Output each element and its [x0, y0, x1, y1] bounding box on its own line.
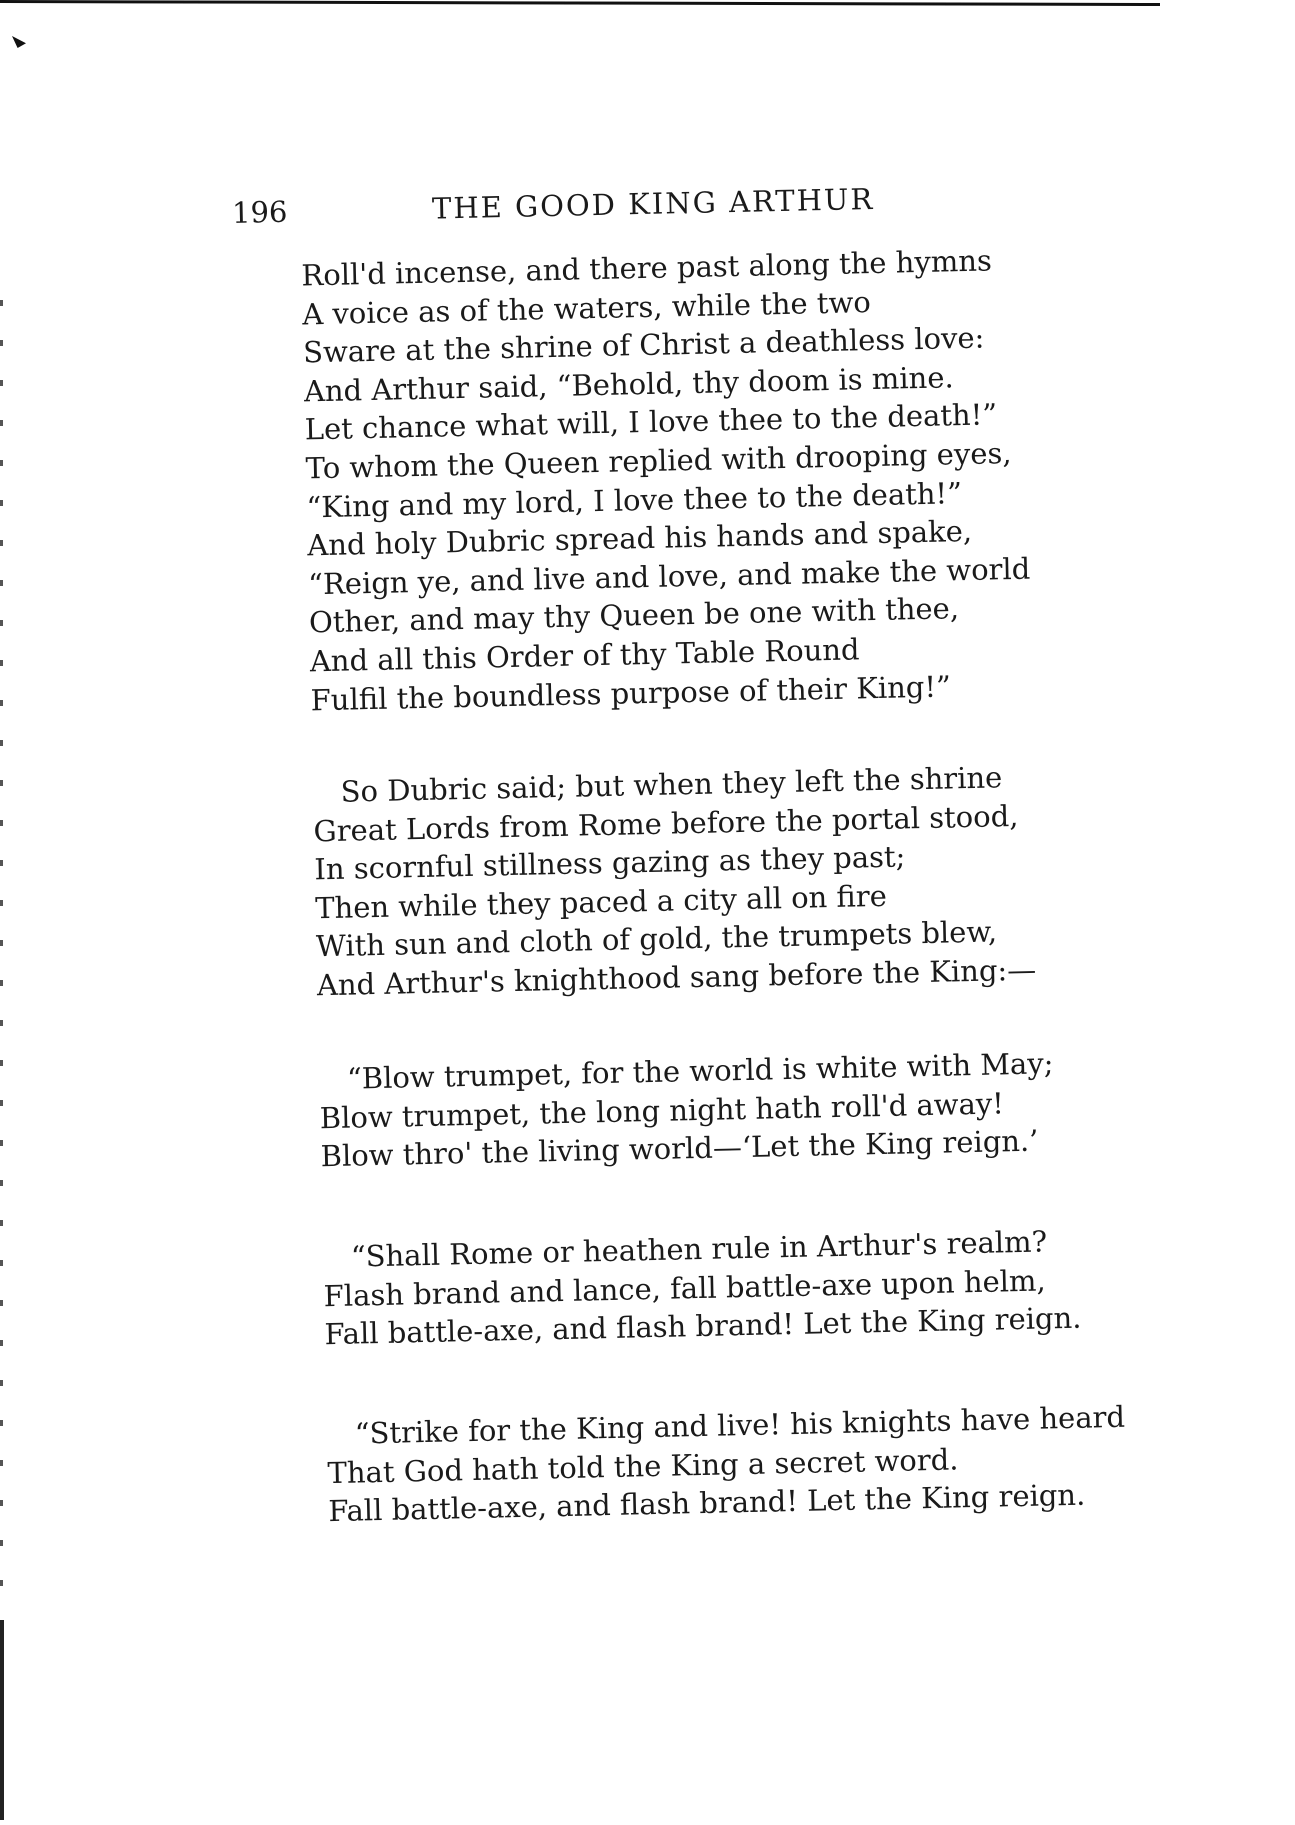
verse-line: Blow thro' the living world—‘Let the King reign.’: [320, 1123, 1039, 1174]
verse-line: With sun and cloth of gold, the trumpets blew,: [315, 914, 998, 964]
verse-line: So Dubric said; but when they left the shrine: [340, 760, 1003, 809]
stanza-4: [322, 1222, 1081, 1354]
verse-line: Fulfil the boundless purpose of their King!”: [310, 668, 952, 717]
running-title: THE GOOD KING ARTHUR: [431, 181, 875, 226]
verse-line: Sware at the shrine of Christ a deathless love:: [302, 320, 985, 370]
verse-line: “Reign ye, and live and love, and make the world: [307, 551, 1031, 602]
verse-line: Blow trumpet, the long night hath roll'd away!: [319, 1085, 1005, 1135]
verse-line: “Strike for the King and live! his knights have heard: [354, 1399, 1126, 1451]
page-number: 196: [231, 194, 288, 230]
stanza-1: [301, 241, 1033, 720]
verse-line: To whom the Queen replied with drooping eyes,: [305, 435, 1012, 486]
verse-line: A voice as of the waters, while the two: [301, 284, 872, 332]
scan-left-edge-dark: [0, 1620, 4, 1820]
verse-line: Fall battle-axe, and flash brand! Let the King reign.: [328, 1477, 1086, 1529]
verse-line: Roll'd incense, and there past along the hymns: [301, 243, 993, 293]
verse-line: And Arthur's knighthood sang before the King:—: [316, 952, 1037, 1003]
verse-line: “Shall Rome or heathen rule in Arthur's realm?: [350, 1224, 1048, 1274]
verse-line: And all this Order of thy Table Round: [309, 632, 860, 679]
verse-line: Great Lords from Rome before the portal stood,: [313, 798, 1019, 848]
verse-line: Then while they paced a city all on fire: [314, 878, 888, 926]
verse-line: Fall battle-axe, and flash brand! Let the King reign.: [324, 1300, 1082, 1352]
stanza-2: [312, 758, 1036, 1005]
verse-line: Flash brand and lance, fall battle-axe upon helm,: [323, 1263, 1047, 1313]
verse-line: “King and my lord, I love thee to the death!”: [306, 475, 963, 524]
verse-line: And holy Dubric spread his hands and spake,: [306, 514, 973, 563]
stanza-5: [326, 1398, 1127, 1531]
verse-line: In scornful stillness gazing as they past;: [314, 839, 906, 887]
verse-line: Other, and may thy Queen be one with thee,: [308, 591, 960, 640]
verse-line: Let chance what will, I love thee to the death!”: [304, 397, 998, 447]
stanza-3: [319, 1044, 1056, 1176]
verse-line: And Arthur said, “Behold, thy doom is mine.: [303, 360, 954, 409]
scan-left-edge: [0, 300, 3, 1820]
verse-line: That God hath told the King a secret word.: [327, 1442, 959, 1490]
verse-line: “Blow trumpet, for the world is white with May;: [346, 1046, 1054, 1096]
